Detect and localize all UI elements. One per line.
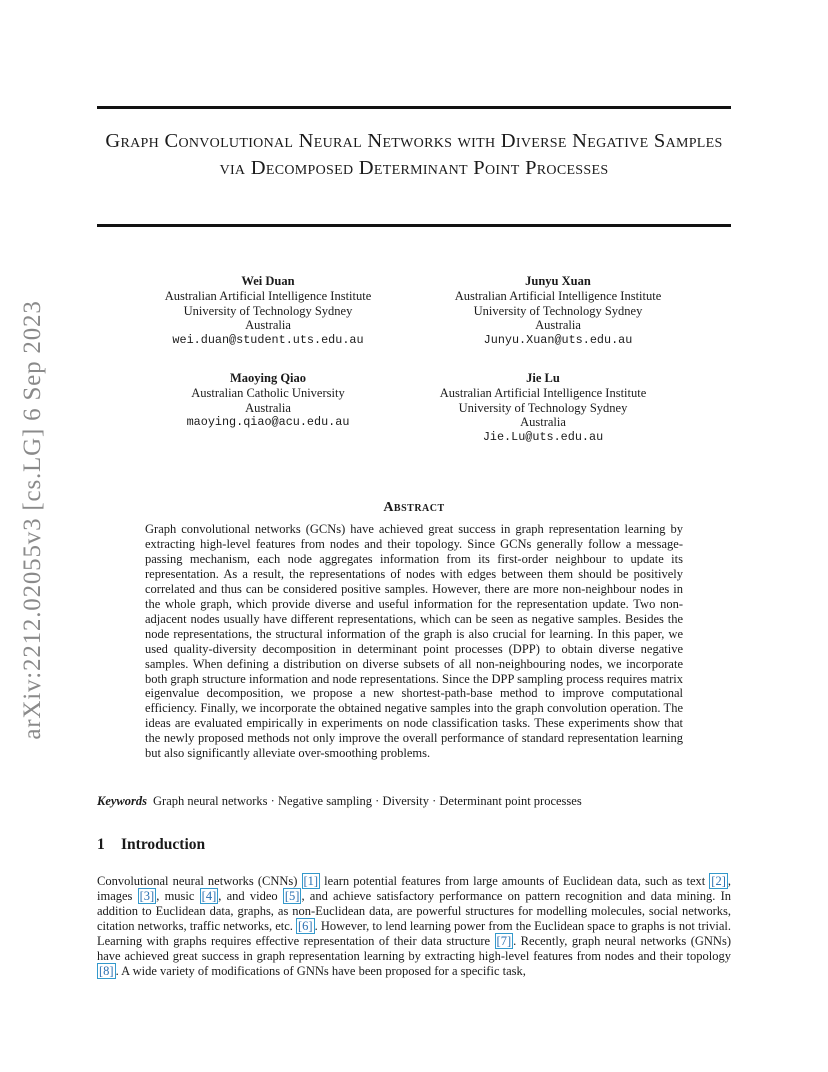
section-heading (97, 836, 205, 854)
citation-link[interactable]: [3] (139, 888, 155, 903)
arxiv-stamp (17, 292, 49, 748)
intro-text: , images (97, 874, 731, 903)
author-email[interactable]: maoying.qiao@acu.edu.au (186, 415, 350, 430)
author-email[interactable]: wei.duan@student.uts.edu.au (172, 333, 364, 348)
author-affiliation: Australian Catholic University (191, 385, 345, 400)
author-block-4 (418, 371, 668, 445)
intro-text: . Recently, graph neural networks (GNNs) have achieved great success in graph representation learning by extracting high-level features from nodes and their topology (97, 933, 731, 963)
author-name: Maoying Qiao (229, 371, 307, 385)
intro-text: , music (156, 888, 200, 903)
author-country: Australia (245, 318, 291, 333)
author-university: University of Technology Sydney (473, 303, 643, 318)
author-university: University of Technology Sydney (183, 303, 353, 318)
keywords-label: Keywords (97, 794, 147, 808)
abstract-heading: Abstract (383, 500, 445, 515)
intro-text: . A wide variety of modifications of GNNs have been proposed for a specific task, (115, 963, 526, 978)
citation-link[interactable]: [4] (201, 888, 217, 903)
author-country: Australia (245, 400, 291, 415)
author-block-1 (128, 274, 408, 348)
author-name: Junyu Xuan (525, 274, 591, 288)
intro-text: Convolutional neural networks (CNNs) (97, 874, 302, 888)
intro-text: learn potential features from large amounts of Euclidean data, such as text (320, 874, 710, 888)
keywords-list: Graph neural networks · Negative sampling · Diversity · Determinant point processes (153, 794, 582, 808)
title-rule-bottom (97, 224, 731, 227)
citation-link[interactable]: [8] (99, 963, 114, 978)
author-affiliation: Australian Artificial Intelligence Institute (454, 288, 662, 303)
paper-title: Graph Convolutional Neural Networks with Diverse Negative Samples via Decomposed Determinant Point Processes (105, 130, 723, 179)
citation-link[interactable]: [6] (298, 918, 313, 933)
citation-link[interactable]: [2] (711, 874, 726, 888)
arxiv-id: arXiv:2212.02055v3 [cs.LG] 6 Sep 2023 (19, 300, 46, 740)
section-number: 1 (97, 836, 105, 853)
author-affiliation: Australian Artificial Intelligence Institute (439, 385, 647, 400)
author-university: University of Technology Sydney (458, 400, 628, 415)
author-name: Jie Lu (526, 371, 560, 385)
intro-paragraph (97, 874, 731, 979)
title-rule-top (97, 106, 731, 109)
citation-link[interactable]: [1] (303, 874, 319, 888)
abstract-text: Graph convolutional networks (GCNs) have achieved great success in graph representation learning by extracting high-level features from nodes and their topology. Since GCNs generally follow a message-passing mechanism, each node aggregates information from its first-order neighbour to update its representation. As a result, the representations of nodes with edges between them should be positively correlated and thus can be considered positive samples. However, there are more non-neighbour nodes in the whole graph, which provide diverse and useful information for the representation update. Two non-adjacent nodes usually have different representations, which can be seen as negative samples. Besides the node representations, the structural information of the graph is also crucial for learning. In this paper, we used quality-diversity decomposition in determinant point processes (DPP) to obtain diverse negative samples. When defining a distribution on diverse subsets of all non-neighbouring nodes, we incorporate both graph structure information and node representations. Since the DPP sampling process requires matrix eigenvalue decomposition, we propose a new shortest-path-base method to improve computational efficiency. Finally, we incorporate the obtained negative samples into the graph convolution operation. The ideas are evaluated empirically in experiments on node classification tasks. These experiments show that the newly proposed methods not only improve the overall performance of standard representation learning but also significantly alleviate over-smoothing problems. (145, 522, 683, 761)
intro-text: . However, to lend learning power from the Euclidean space to graphs is not trivial. Learning with graphs requires effective representation of their data structure (97, 918, 731, 948)
author-country: Australia (520, 415, 566, 430)
citation-link[interactable]: [5] (284, 888, 300, 903)
intro-text: , and achieve satisfactory performance on pattern recognition and data mining. In addition to Euclidean data, graphs, as non-Euclidean data, are powerful structures for modelling molecules, social networks, citation networks, traffic networks, etc. (97, 888, 731, 933)
author-block-2 (418, 274, 698, 348)
author-block-3 (128, 371, 408, 430)
author-affiliation: Australian Artificial Intelligence Institute (164, 288, 372, 303)
author-name: Wei Duan (241, 274, 295, 288)
citation-link[interactable]: [7] (496, 933, 512, 948)
intro-text: , and video (218, 888, 283, 903)
section-title: Introduction (121, 836, 206, 853)
author-email[interactable]: Junyu.Xuan@uts.edu.au (483, 333, 633, 348)
author-country: Australia (535, 318, 581, 333)
keywords-line (97, 794, 582, 809)
author-email[interactable]: Jie.Lu@uts.edu.au (482, 430, 604, 445)
